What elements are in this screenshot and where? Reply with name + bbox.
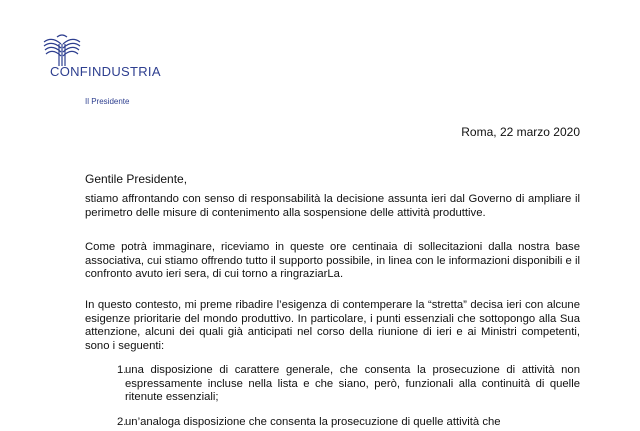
- salutation: Gentile Presidente,: [85, 172, 188, 186]
- body-paragraph: Come potrà immaginare, riceviamo in queste ore centinaia di sollecitazioni dalla nostra base associativa, cui stiamo offrendo tutto il supporto possibile, in linea con le informazioni disponibili e il confronto avuto ieri sera, di cui torno a ringraziarLa.: [85, 241, 580, 281]
- list-item-text: un’analoga disposizione che consenta la prosecuzione di quelle attività che: [125, 416, 501, 428]
- list-item-number: 1.: [117, 364, 127, 376]
- body-paragraph: In questo contesto, mi preme ribadire l’esigenza di contemperare la “stretta” decisa ieri con alcune esigenze prioritarie del mondo produttivo. In particolare, i punti essenziali che sottopongo alla Sua attenzione, alcuni dei quali già anticipati nel corso della riunione di ieri e ai Ministri competenti, sono i seguenti:: [85, 299, 580, 352]
- confindustria-eagle-logo-icon: [42, 34, 82, 68]
- list-item-number: 2.: [117, 416, 127, 428]
- body-paragraph: stiamo affrontando con senso di responsabilità la decisione assunta ieri dal Governo di ampliare il perimetro delle misure di contenimento alla sospensione delle attività produttive.: [85, 193, 580, 219]
- place-date: Roma, 22 marzo 2020: [461, 125, 580, 139]
- brand-name: CONFINDUSTRIA: [50, 64, 161, 79]
- sender-role: Il Presidente: [85, 97, 130, 106]
- numbered-list: [85, 364, 580, 405]
- numbered-list: [85, 416, 580, 430]
- list-item-text: una disposizione di carattere generale, che consenta la prosecuzione di attività non espressamente incluse nella lista e che siano, però, funzionali alla continuità di quelle ritenute essenziali;: [125, 364, 580, 404]
- list-item: [85, 364, 580, 405]
- list-item: [85, 416, 580, 430]
